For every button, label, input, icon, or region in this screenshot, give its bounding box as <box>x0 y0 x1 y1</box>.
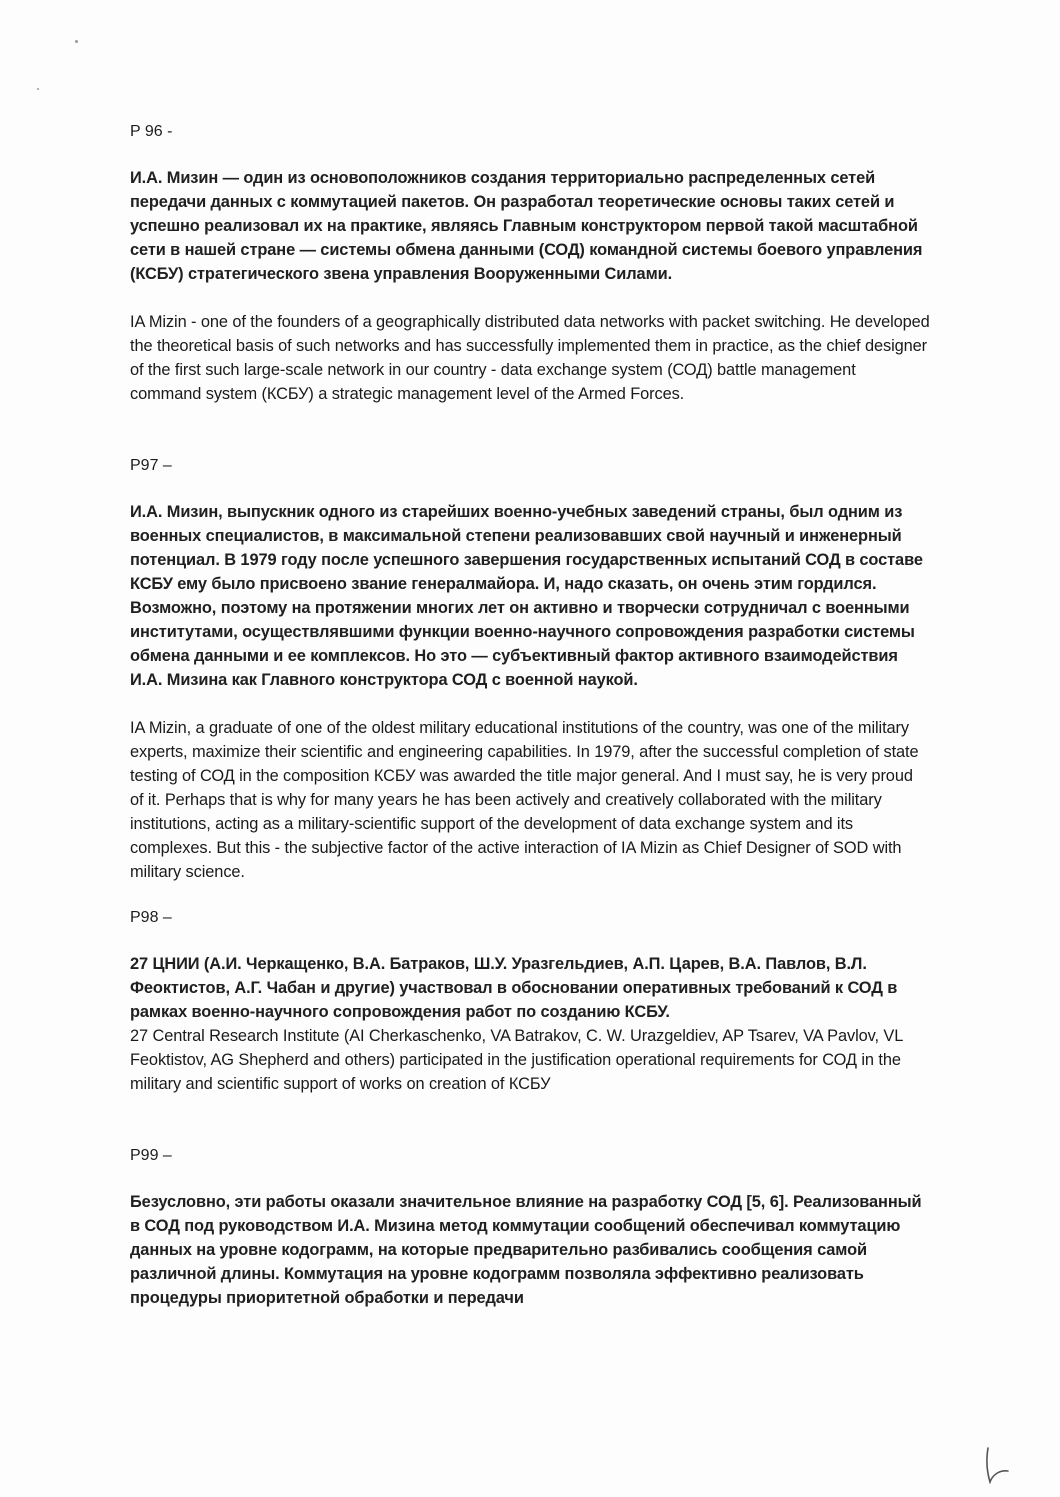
russian-paragraph: 27 ЦНИИ (А.И. Черкащенко, В.А. Батраков, Ш.У. Уразгельдиев, А.П. Царев, В.А. Павлов, В.Л. Феоктистов, А.Г. Чабан и другие) участвовал в обосновании оперативных требований к СОД в рамках военно-научного сопровождения работ по созданию КСБУ. <box>130 955 898 1021</box>
scan-speck <box>37 88 39 90</box>
russian-paragraph: Безусловно, эти работы оказали значительное влияние на разработку СОД [5, 6]. Реализованный в СОД под руководством И.А. Мизина метод коммутации сообщений обеспечивал коммутацию данных на уровне кодограмм, на которые предварительно разбивались сообщения самой различной длины. Коммутация на уровне кодограмм позволяла эффективно реализовать процедуры приоритетной обработки и передачи <box>130 1193 922 1307</box>
russian-paragraph: И.А. Мизин, выпускник одного из старейших военно-учебных заведений страны, был одним из военных специалистов, в максимальной степени реализовавших свой научный и инженерный потенциал. В 1979 году после успешного завершения государственных испытаний СОД в составе КСБУ ему было присвоено звание генералмайора. И, надо сказать, он очень этим гордился. Возможно, поэтому на протяжении многих лет он активно и творчески сотрудничал с военными институтами, осуществлявшими функции военно-научного сопровождения разработки системы обмена данными и ее комплексов. Но это — субъективный фактор активного взаимодействия И.А. Мизина как Главного конструктора СОД с военной наукой. <box>130 503 923 689</box>
scan-speck <box>75 40 78 43</box>
handwritten-page-number <box>978 1440 1018 1490</box>
page-ref-heading: P98 – <box>130 909 172 926</box>
english-paragraph: 27 Central Research Institute (AI Cherkaschenko, VA Batrakov, C. W. Urazgeldiev, AP Tsarev, VA Pavlov, VL Feoktistov, AG Shepherd and others) participated in the justification operational requirements for СОД in the military and scientific support of works on creation of КСБУ <box>130 1027 903 1093</box>
page-ref-heading: P 96 - <box>130 123 173 140</box>
page-ref-heading: P99 – <box>130 1147 172 1164</box>
english-paragraph: IA Mizin, a graduate of one of the oldest military educational institutions of the country, was one of the military experts, maximize their scientific and engineering capabilities. In 1979, after the successful completion of state testing of СОД in the composition КСБУ was awarded the title major general. And I must say, he is very proud of it. Perhaps that is why for many years he has been actively and creatively collaborated with the military institutions, acting as a military-scientific support of the development of data exchange system and its complexes. But this - the subjective factor of the active interaction of IA Mizin as Chief Designer of SOD with military science. <box>130 719 919 881</box>
russian-paragraph: И.А. Мизин — один из основоположников создания территориально распределенных сетей передачи данных с коммутацией пакетов. Он разработал теоретические основы таких сетей и успешно реализовал их на практике, являясь Главным конструктором первой такой масштабной сети в нашей стране — системы обмена данными (СОД) командной системы боевого управления (КСБУ) стратегического звена управления Вооруженными Силами. <box>130 169 923 283</box>
page-ref-heading: P97 – <box>130 457 172 474</box>
english-paragraph: IA Mizin - one of the founders of a geographically distributed data networks with packet switching. He developed the theoretical basis of such networks and has successfully implemented them in practice, as the chief designer of the first such large-scale network in our country - data exchange system (СОД) battle management command system (КСБУ) a strategic management level of the Armed Forces. <box>130 313 930 403</box>
